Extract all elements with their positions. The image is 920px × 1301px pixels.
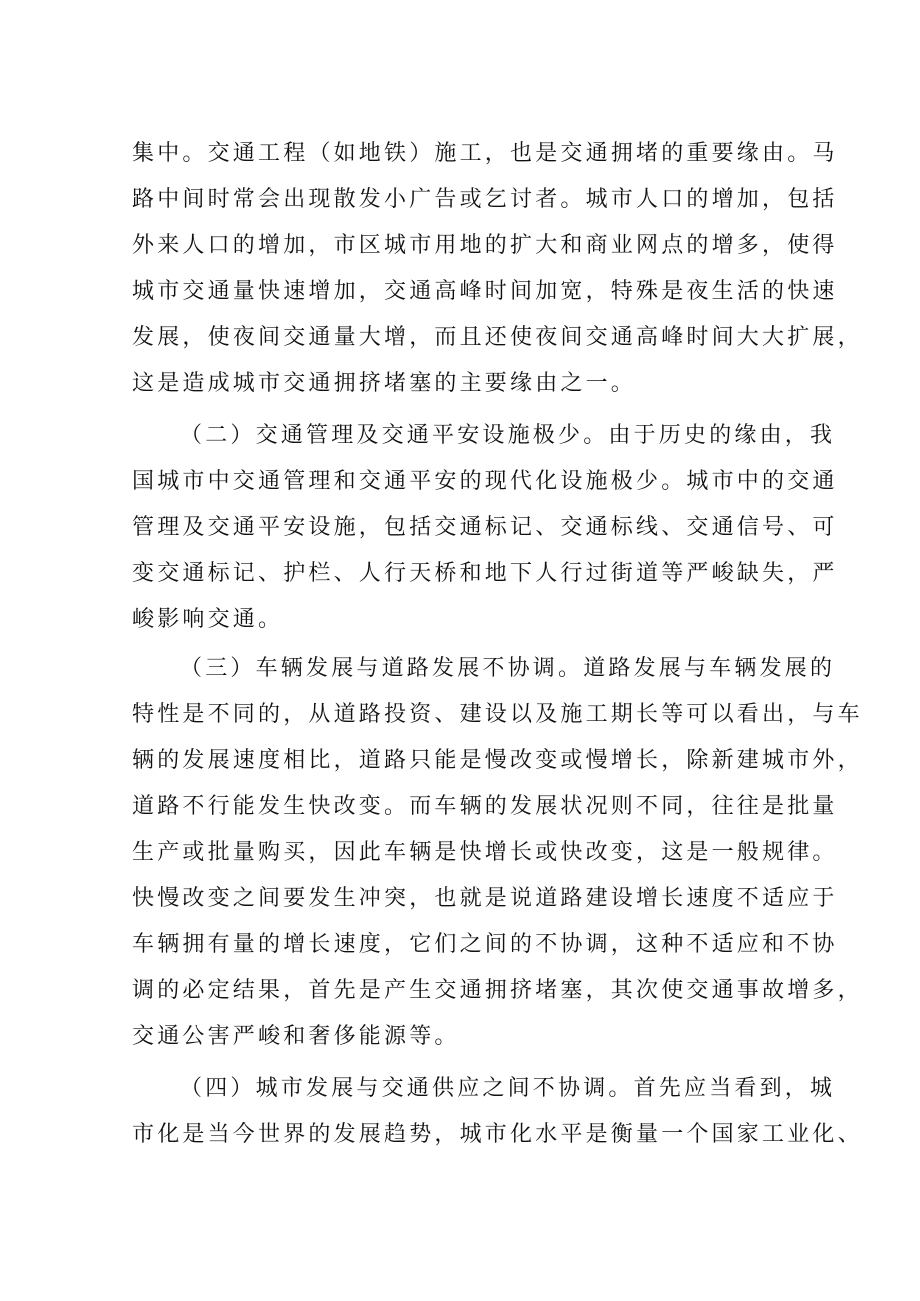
text-line: 调的必定结果，首先是产生交通拥挤堵塞，其次使交通事故增多，	[132, 978, 863, 1003]
text-line: 特性是不同的，从道路投资、建设以及施工期长等可以看出，与车	[132, 702, 863, 727]
text-line: 生产或批量购买，因此车辆是快增长或快改变，这是一般规律。	[132, 840, 838, 865]
paragraph-3	[132, 646, 863, 1060]
text-line: 发展，使夜间交通量大增，而且还使夜间交通高峰时间大大扩展，	[132, 325, 863, 350]
text-line: 峻影响交通。	[132, 607, 284, 632]
text-line: 车辆拥有量的增长速度，它们之间的不协调，这种不适应和不协	[132, 932, 838, 957]
text-line: 快慢改变之间要发生冲突，也就是说道路建设增长速度不适应于	[132, 886, 838, 911]
text-line: 路中间时常会出现散发小广告或乞讨者。城市人口的增加，包括	[132, 187, 838, 212]
text-line: 管理及交通平安设施，包括交通标记、交通标线、交通信号、可	[132, 515, 838, 540]
text-line: （三）车辆发展与道路发展不协调。道路发展与车辆发展的	[180, 656, 836, 681]
text-line: 市化是当今世界的发展趋势，城市化水平是衡量一个国家工业化、	[132, 1122, 863, 1147]
paragraph-2	[132, 413, 838, 643]
text-line: 外来人口的增加，市区城市用地的扩大和商业网点的增多，使得	[132, 233, 838, 258]
paragraph-1	[132, 131, 863, 407]
paragraph-4	[132, 1066, 863, 1158]
text-line: 道路不行能发生快改变。而车辆的发展状况则不同，往往是批量	[132, 794, 838, 819]
text-line: 这是造成城市交通拥挤堵塞的主要缘由之一。	[132, 371, 637, 396]
text-line: （四）城市发展与交通供应之间不协调。首先应当看到，城	[180, 1076, 836, 1101]
text-line: 国城市中交通管理和交通平安的现代化设施极少。城市中的交通	[132, 469, 838, 494]
text-line: 城市交通量快速增加，交通高峰时间加宽，特殊是夜生活的快速	[132, 279, 838, 304]
text-line: 交通公害严峻和奢侈能源等。	[132, 1024, 460, 1049]
text-line: 辆的发展速度相比，道路只能是慢改变或慢增长，除新建城市外，	[132, 748, 863, 773]
text-line: （二）交通管理及交通平安设施极少。由于历史的缘由，我	[180, 423, 836, 448]
text-line: 变交通标记、护栏、人行天桥和地下人行过街道等严峻缺失，严	[132, 561, 838, 586]
text-line: 集中。交通工程（如地铁）施工，也是交通拥堵的重要缘由。马	[132, 141, 838, 166]
